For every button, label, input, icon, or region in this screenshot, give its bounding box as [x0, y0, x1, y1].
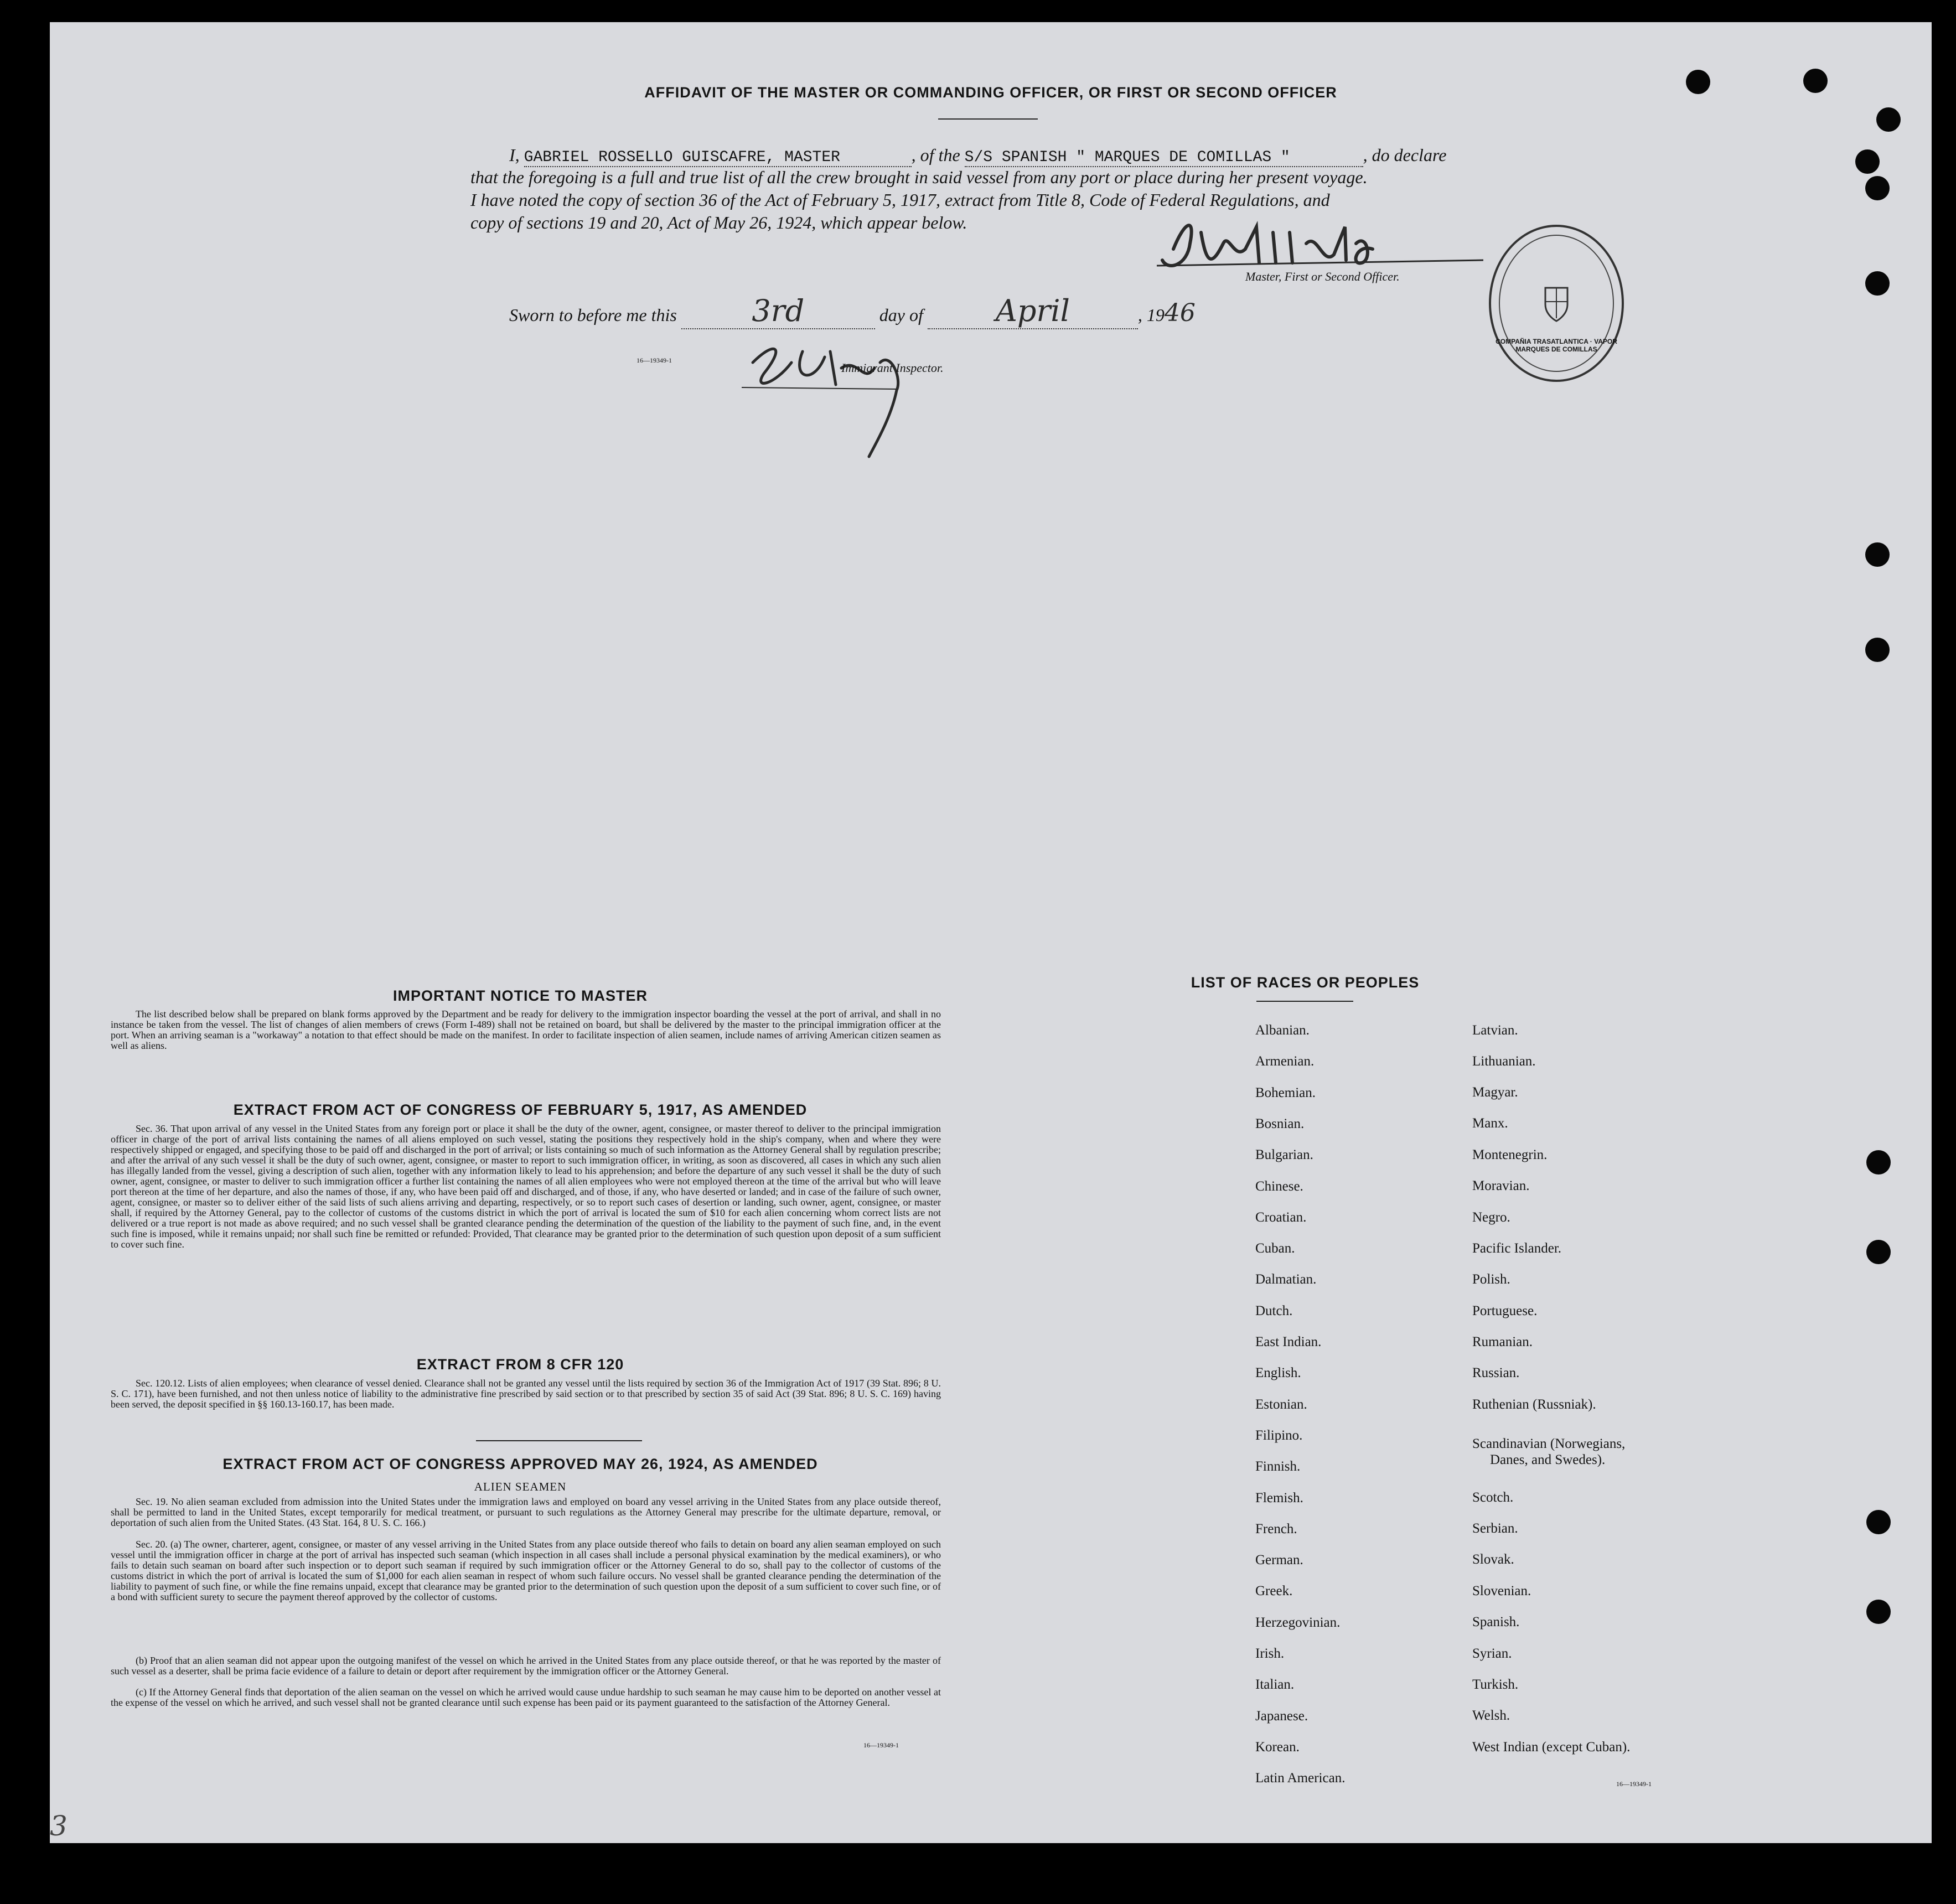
binder-hole [1855, 149, 1880, 174]
race-item: Latin American. [1255, 1771, 1346, 1786]
race-item: Armenian. [1255, 1054, 1315, 1069]
title-rule [938, 118, 1038, 120]
extract-8cfr-title: EXTRACT FROM 8 CFR 120 [416, 1356, 624, 1373]
affidavit-line-2: that the foregoing is a full and true list of all the crew brought in said vessel from any port or place during her present voyage. [470, 167, 1368, 187]
notice-body: The list described below shall be prepared on blank forms approved by the Department and be ready for delivery to the immigration inspector boarding the vessel at the port of arrival, and shall in no instance be taken from the vessel. The list of changes of alien members of crews (Form I-489) shall not be retained on board, but shall be delivered by the master to the principal immigration officer at the port. When an arriving seaman is a "workaway" a notation to that effect should be made on the manifest. In order to facilitate inspection of alien seamen, include names of arriving American citizen seamen as well as aliens. [111, 1008, 941, 1051]
race-item: Dutch. [1255, 1303, 1293, 1318]
race-item: Montenegrin. [1472, 1147, 1548, 1162]
race-item: Herzegovinian. [1255, 1615, 1341, 1630]
binder-hole [1865, 271, 1890, 296]
races-rule [1256, 1001, 1353, 1002]
race-item: Rumanian. [1472, 1334, 1533, 1349]
race-item: Irish. [1255, 1646, 1285, 1661]
extract-form-number: 16—19349-1 [863, 1741, 899, 1749]
binder-hole [1866, 1510, 1891, 1534]
race-item: Bohemian. [1255, 1085, 1316, 1100]
race-item: Estonian. [1255, 1396, 1307, 1412]
affidavit-form-number: 16—19349-1 [637, 356, 672, 364]
affidavit-line-1-mid: , of the [911, 145, 960, 165]
race-item: Scotch. [1472, 1490, 1514, 1505]
sworn-day-field: 3rd [681, 293, 875, 329]
sworn-month-field: April [928, 293, 1138, 329]
race-item: Moravian. [1472, 1178, 1530, 1193]
section-20a-body: Sec. 20. (a) The owner, charterer, agent, consignee, or master of any vessel arriving in the United States from any place outside thereof who fails to detain on board any alien seaman employed on such vessel until the immigration officer in charge at the port of arrival has inspected such seaman (which inspection in all cases shall include a personal physical examination by the medical examiners), or who fails to detain such seaman on board after such inspection or to deport such seaman if required by such immigration officer or the Attorney General to do so, shall pay to the collector of customs of the customs district in which the port of arrival is located the sum of $1,000 for each alien seaman in respect of whom such failure occurs. No vessel shall be granted clearance pending the determination of the liability to payment of such fine, or while the fine remains unpaid, except that clearance may be granted prior to the determination of such question upon the deposit of a sum sufficient to cover such fine, or of a bond with sufficient surety to secure the payment thereof approved by the collector of customs. [111, 1539, 941, 1602]
race-item: Ruthenian (Russniak). [1472, 1397, 1596, 1412]
races-title: LIST OF RACES OR PEOPLES [1191, 974, 1420, 991]
race-item: Greek. [1255, 1584, 1293, 1599]
extract-1924-title: EXTRACT FROM ACT OF CONGRESS APPROVED MAY 26, 1924, AS AMENDED [222, 1456, 818, 1472]
race-item: Korean. [1255, 1739, 1300, 1755]
race-item: Dalmatian. [1255, 1272, 1317, 1287]
race-item: Finnish. [1255, 1459, 1301, 1474]
race-item: Chinese. [1255, 1178, 1303, 1194]
binder-hole [1686, 70, 1710, 94]
notice-title: IMPORTANT NOTICE TO MASTER [393, 987, 648, 1004]
company-stamp [1489, 225, 1624, 382]
alien-seamen-subtitle: ALIEN SEAMEN [474, 1480, 567, 1493]
race-item: Japanese. [1255, 1708, 1308, 1724]
race-item: Scandinavian (Norwegians, [1472, 1436, 1626, 1451]
margin-mark: 3 [50, 1810, 68, 1842]
binder-hole [1865, 176, 1890, 200]
race-item: Slovak. [1472, 1552, 1514, 1567]
section-rule [476, 1440, 642, 1441]
race-item: Magyar. [1472, 1085, 1518, 1100]
race-item: Bulgarian. [1255, 1147, 1313, 1163]
vessel-name-field: S/S SPANISH " MARQUES DE COMILLAS " [965, 149, 1363, 167]
extract-1917-title: EXTRACT FROM ACT OF CONGRESS OF FEBRUARY 5, 1917, AS AMENDED [233, 1101, 808, 1118]
race-item: Welsh. [1472, 1708, 1510, 1723]
document-page [50, 22, 1932, 1843]
binder-hole [1866, 1240, 1891, 1264]
races-form-number: 16—19349-1 [1616, 1780, 1652, 1788]
race-item: Spanish. [1472, 1615, 1520, 1629]
stamp-text: COMPAÑIA TRASATLANTICA · VAPOR MARQUES DE COMILLAS [1496, 338, 1617, 353]
race-item: Syrian. [1472, 1646, 1512, 1661]
race-item: English. [1255, 1365, 1301, 1381]
sworn-pre: Sworn to before me this [509, 305, 677, 325]
race-item: Italian. [1255, 1677, 1295, 1693]
race-item: Latvian. [1472, 1023, 1518, 1038]
binder-hole [1866, 1150, 1891, 1175]
binder-hole [1865, 542, 1890, 567]
sworn-line [509, 293, 1196, 329]
race-item: Pacific Islander. [1472, 1241, 1562, 1256]
race-item: Lithuanian. [1472, 1054, 1536, 1069]
master-name-field: GABRIEL ROSSELLO GUISCAFRE, MASTER [524, 149, 912, 167]
race-item: Serbian. [1472, 1521, 1518, 1536]
coat-of-arms-icon [1540, 282, 1573, 324]
signature-label: Master, First or Second Officer. [1245, 270, 1400, 283]
race-item: Negro. [1472, 1210, 1510, 1225]
extract-8cfr-body: Sec. 120.12. Lists of alien employees; when clearance of vessel denied. Clearance shall not be granted any vessel until the lists required by section 36 of the Immigration Act of 1917 (39 Stat. 896; 8 U. S. C. 171), have been furnished, and not then unless notice of liability to the administrative fine prescribed by said section or to that prescribed by section 35 of said Act (39 Stat. 896; 8 U. S. C. 169) having been served, the deposit specified in §§ 160.13-160.17, has been made. [111, 1378, 941, 1410]
race-item: Portuguese. [1472, 1303, 1538, 1318]
sworn-year-pre: , 19 [1137, 305, 1165, 325]
race-item: Croatian. [1255, 1209, 1307, 1225]
affidavit-line-3: I have noted the copy of section 36 of the Act of February 5, 1917, extract from Title 8, Code of Federal Regulations, and [470, 190, 1330, 210]
race-item: Manx. [1472, 1116, 1508, 1131]
race-item: Albanian. [1255, 1023, 1310, 1038]
binder-hole [1803, 69, 1828, 93]
binder-hole [1866, 1600, 1891, 1624]
section-20c-body: (c) If the Attorney General finds that deportation of the alien seaman on the vessel on which he arrived would cause undue hardship to such seaman he may cause him to be deported on another vessel at the expense of the vessel on which he arrived, and such vessel shall not be granted clearance until such expense has been paid or its payment guaranteed to the satisfaction of the Attorney General. [111, 1686, 941, 1708]
binder-hole [1876, 107, 1901, 132]
race-item: Russian. [1472, 1365, 1520, 1380]
race-item: Cuban. [1255, 1241, 1295, 1256]
race-item: Turkish. [1472, 1677, 1519, 1692]
race-item: East Indian. [1255, 1334, 1322, 1349]
race-item: Bosnian. [1255, 1116, 1305, 1131]
race-item: Danes, and Swedes). [1490, 1452, 1606, 1467]
race-item: French. [1255, 1521, 1297, 1536]
sworn-mid: day of [879, 305, 923, 325]
binder-hole [1865, 638, 1890, 662]
sworn-year-field: 46 [1164, 299, 1196, 327]
extract-1917-body: Sec. 36. That upon arrival of any vessel in the United States from any foreign port or place it shall be the duty of the owner, agent, consignee, or master thereof to deliver to the principal immigration officer in charge of the port of arrival lists containing the names of all aliens employed on such vessel, stating the positions they respectively hold in the ship's company, when and where they were respectively shipped or engaged, and specifying those to be paid off and discharged in the port of arrival; or lists containing so much of such information as the Attorney General shall by regulation prescribe; and after the arrival of any such vessel it shall be the duty of such owner, agent, consignee, or master to report to such immigration officer, in writing, as soon as discovered, all cases in which any such alien has illegally landed from the vessel, giving a description of such alien, together with any information likely to lead to his apprehension; and before the departure of any such vessel it shall be the duty of such owner, agent, consignee, or master to deliver to such immigration officer a further list containing the names of all alien employees who were not employed thereon at the time of the arrival but who will leave port thereon at the time of her departure, and also the names of those, if any, who have been paid off and discharged, and of those, if any, who have deserted or landed; and in case of the failure of such owner, agent, consignee, or master so to deliver either of the said lists of such aliens arriving and departing, respectively, or so to report such cases of desertion or landing, such owner, agent, consignee, or master shall, if required by the Attorney General, pay to the collector of customs of the customs district in which the port of arrival is located the sum of $10 for each alien concerning whom correct lists are not delivered or a true report is not made as above required; and no such vessel shall be granted clearance pending the determination of the question of the liability to the payment of such fine, and, in the event such fine is imposed, while it remains unpaid; nor shall such fine be remitted or refunded: Provided, That clearance may be granted prior to the determination of such question upon deposit of a sum sufficient to cover such fine. [111, 1123, 941, 1250]
race-item: German. [1255, 1553, 1303, 1568]
section-20b-body: (b) Proof that an alien seaman did not appear upon the outgoing manifest of the vessel on which he arrived in the United States from any place outside thereof, or that he was reported by the master of such vessel as a deserter, shall be prima facie evidence of a failure to detain or deport after requirement by the immigration officer or the Attorney General. [111, 1655, 941, 1677]
race-item: Flemish. [1255, 1490, 1303, 1505]
race-item: West Indian (except Cuban). [1472, 1740, 1631, 1755]
affidavit-line-1 [509, 145, 1572, 167]
affidavit-line-1-pre: I, [509, 145, 520, 165]
section-19-body: Sec. 19. No alien seaman excluded from admission into the United States under the immigration laws and employed on board any vessel arriving in the United States from any place outside thereof, shall be permitted to land in the United States, except temporarily for medical treatment, or pursuant to such regulations as the Attorney General may prescribe for the ultimate departure, removal, or deportation of such alien from the United States. (43 Stat. 164, 8 U. S. C. 166.) [111, 1496, 941, 1528]
affidavit-line-1-post: , do declare [1363, 145, 1447, 165]
affidavit-line-4: copy of sections 19 and 20, Act of May 26, 1924, which appear below. [470, 213, 967, 232]
race-item: Polish. [1472, 1272, 1510, 1287]
race-item: Filipino. [1255, 1427, 1303, 1443]
inspector-label: Immigrant Inspector. [841, 361, 944, 375]
race-item: Slovenian. [1472, 1584, 1531, 1598]
affidavit-title: AFFIDAVIT OF THE MASTER OR COMMANDING OFFICER, OR FIRST OR SECOND OFFICER [644, 84, 1337, 101]
inspector-signature [731, 329, 952, 462]
